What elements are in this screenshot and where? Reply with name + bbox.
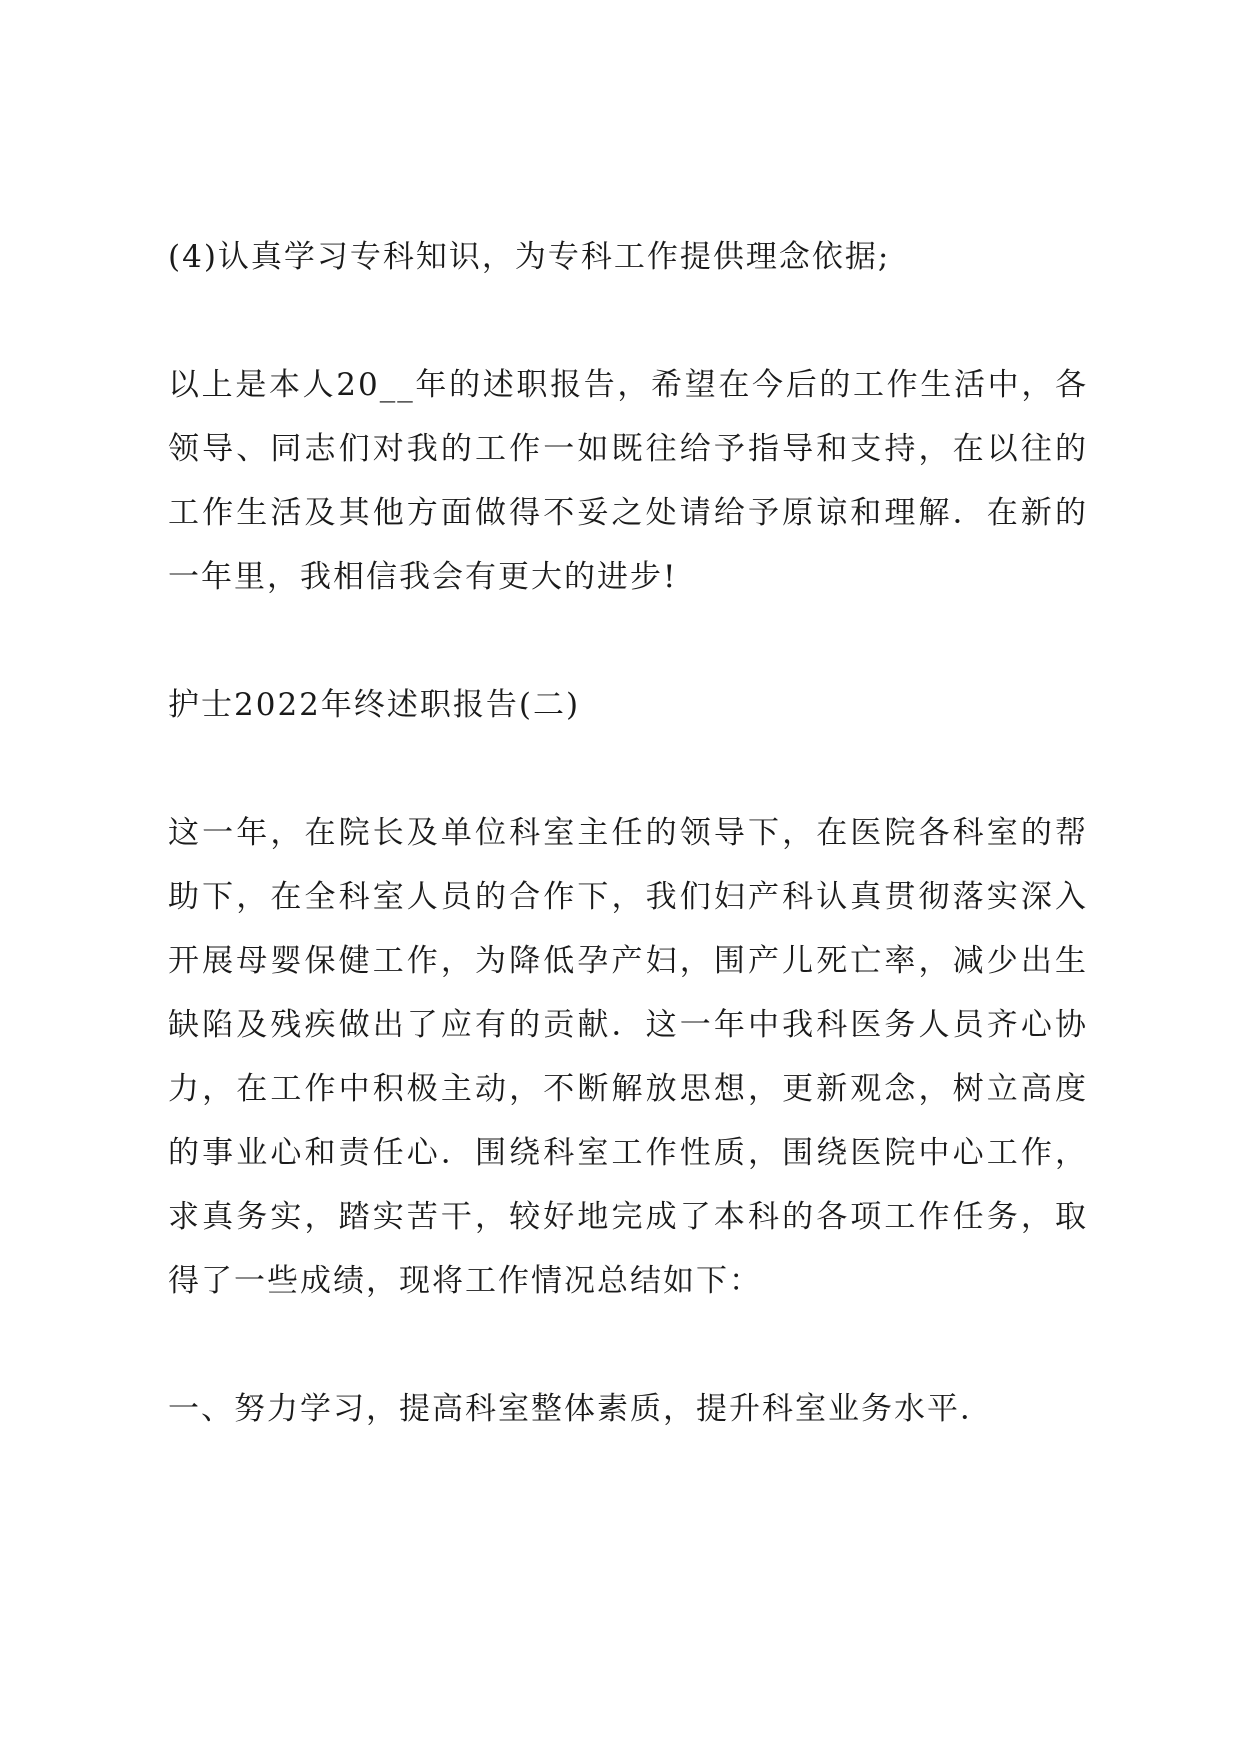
point-one-heading: 一、努力学习，提高科室整体素质，提升科室业务水平． [168,1391,993,1427]
paragraph-spacer [168,289,1088,353]
paragraph-spacer [168,1313,1088,1377]
document-body [168,225,1088,1441]
section-title: 护士2022年终述职报告(二) [168,687,581,723]
paragraph-spacer [168,609,1088,673]
intro-paragraph: 这一年，在院长及单位科室主任的领导下，在医院各科室的帮助下，在全科室人员的合作下，我们妇产科认真贯彻落实深入开展母婴保健工作，为降低孕产妇，围产儿死亡率，减少出生缺陷及残疾做出了应有的贡献．这一年中我科医务人员齐心协力，在工作中积极主动，不断解放思想，更新观念，树立高度的事业心和责任心．围绕科室工作性质，围绕医院中心工作，求真务实，踏实苦干，较好地完成了本科的各项工作任务，取得了一些成绩，现将工作情况总结如下： [168,815,1088,1299]
paragraph-spacer [168,737,1088,801]
closing-paragraph: 以上是本人20__年的述职报告，希望在今后的工作生活中，各领导、同志们对我的工作一如既往给予指导和支持，在以往的工作生活及其他方面做得不妥之处请给予原谅和理解．在新的一年里，我相信我会有更大的进步! [168,367,1088,595]
list-item-4: (4)认真学习专科知识，为专科工作提供理念依据; [168,239,891,275]
